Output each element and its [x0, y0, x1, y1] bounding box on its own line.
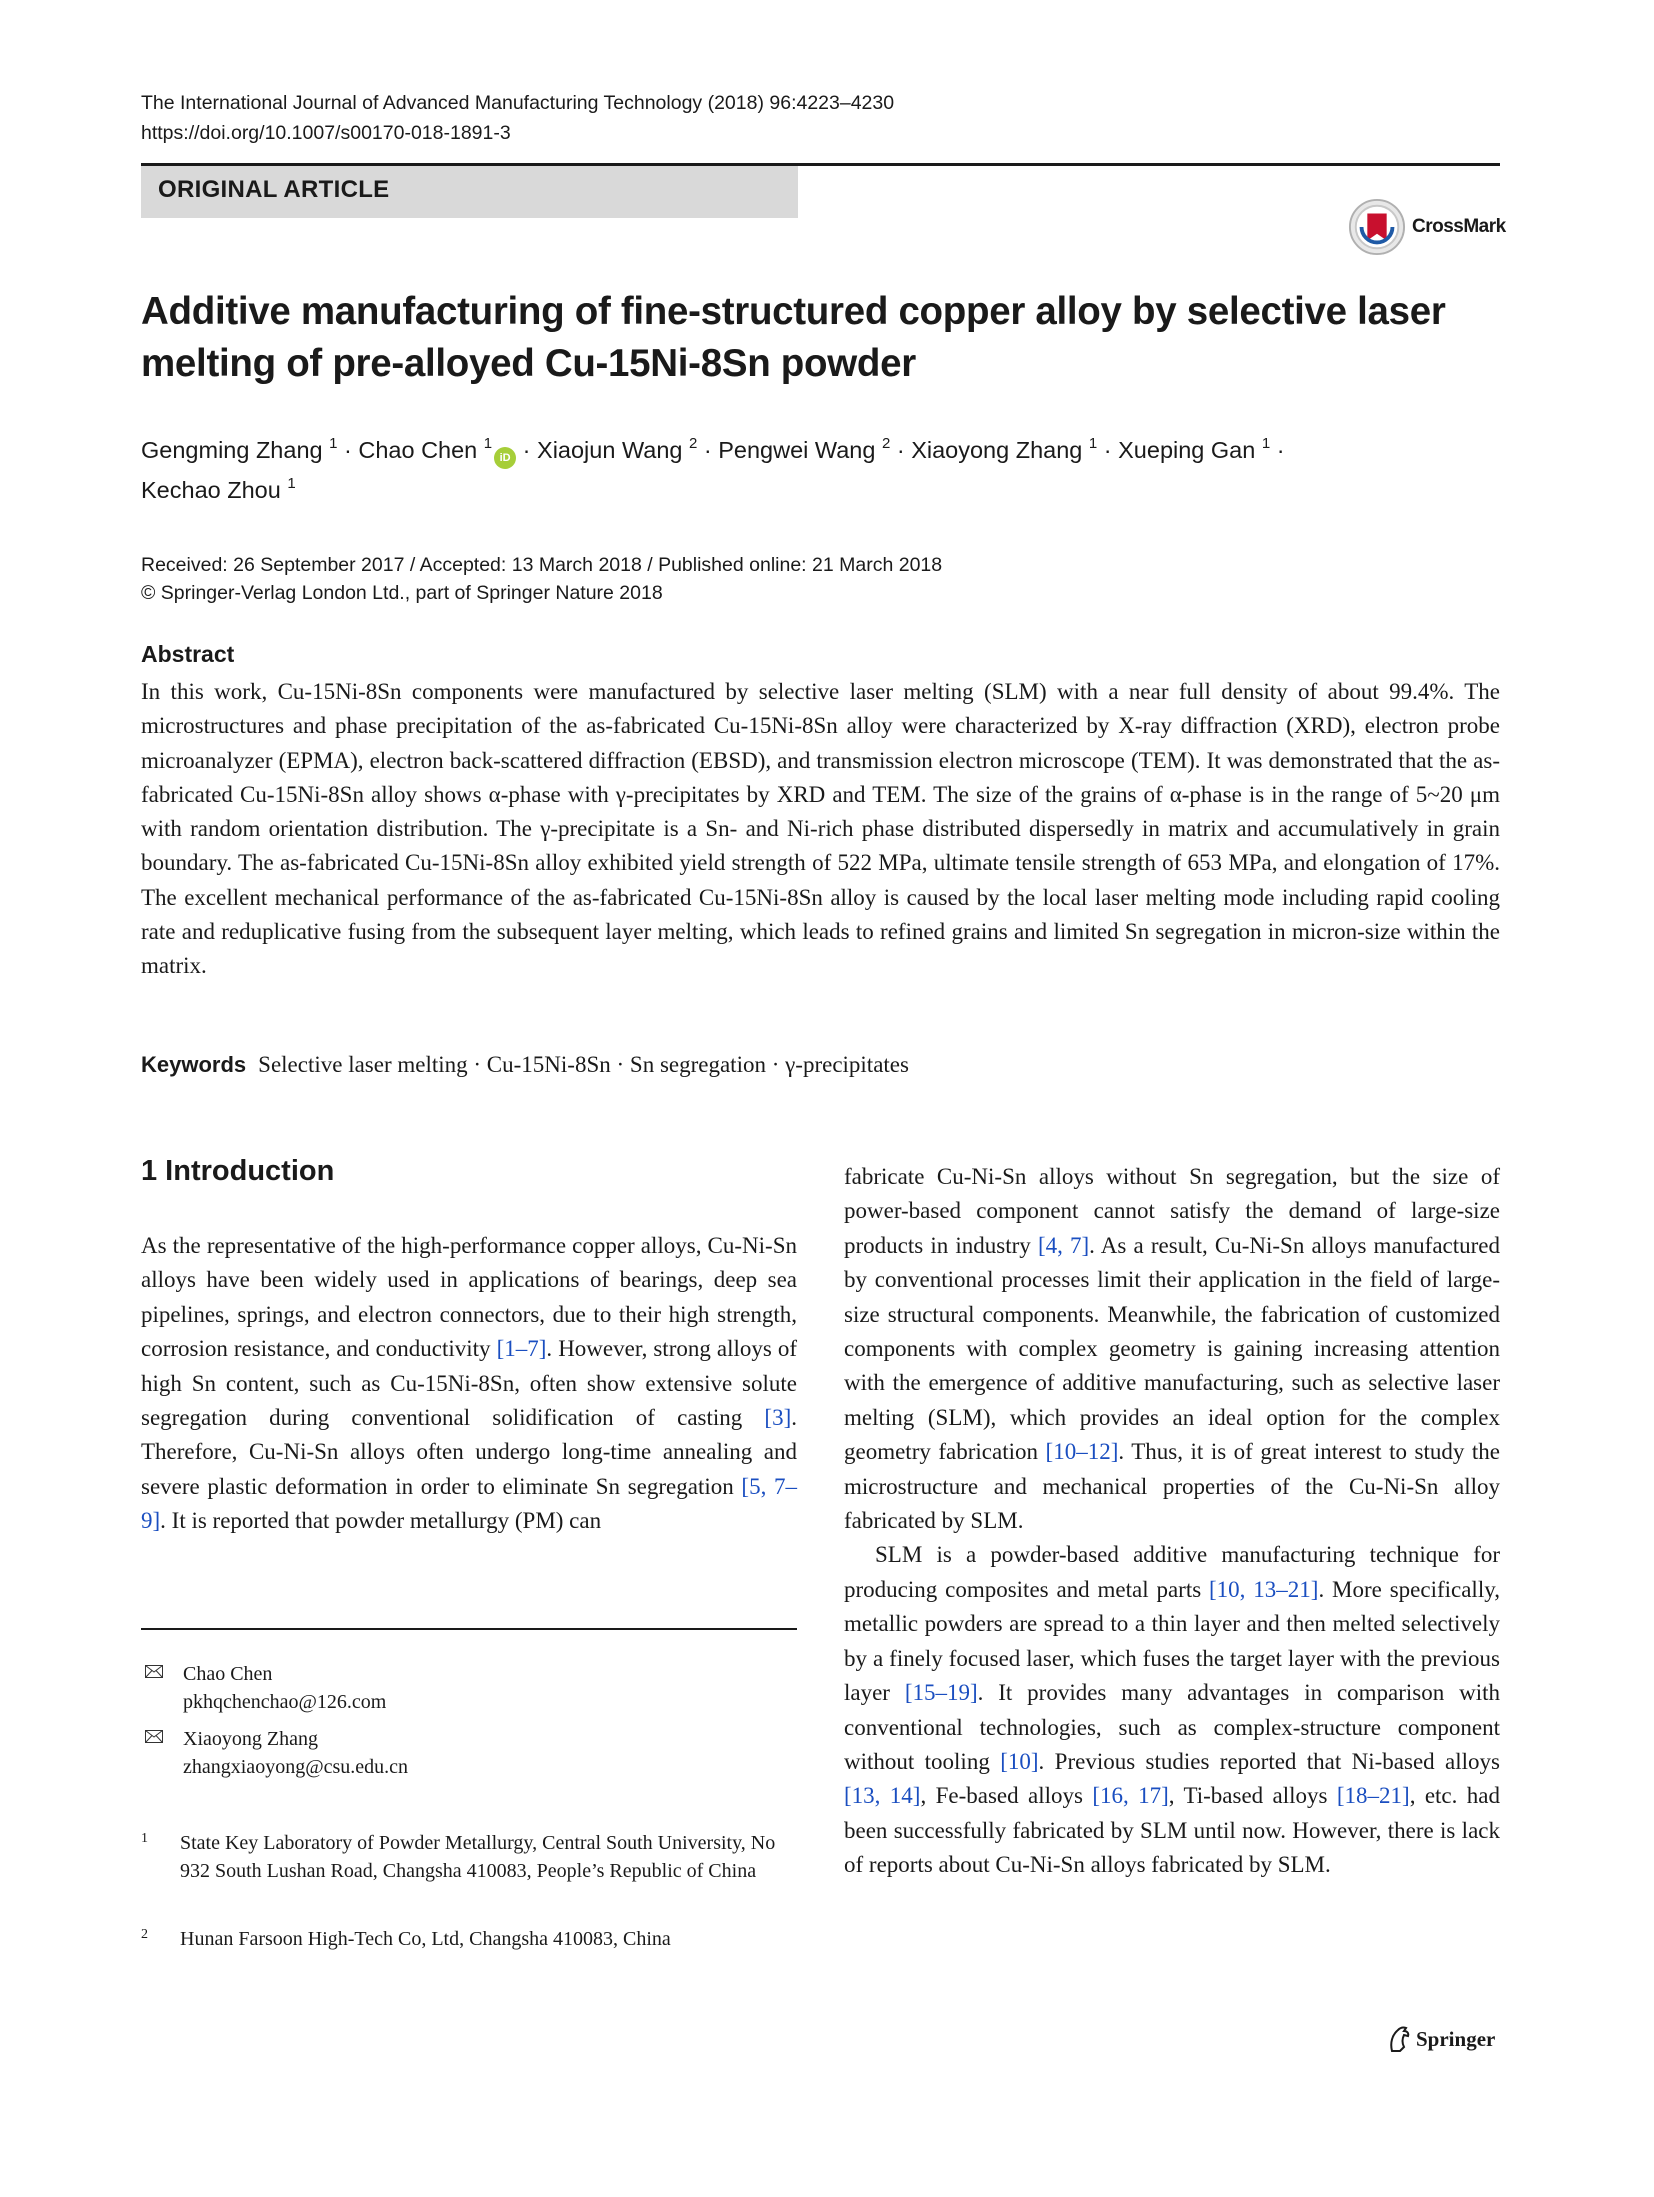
- paper-title: Additive manufacturing of fine-structured copper alloy by selective laser melting of pre-alloyed Cu-15Ni-8Sn powder: [141, 290, 1446, 385]
- citation-link[interactable]: [3]: [764, 1405, 792, 1431]
- citation-link[interactable]: [10]: [1000, 1748, 1039, 1774]
- citation-link[interactable]: [1–7]: [496, 1336, 547, 1362]
- affiliation-text: State Key Laboratory of Powder Metallurgy, Central South University, No 932 South Lushan Road, Changsha 410083, People’s Republic of China: [180, 1832, 776, 1882]
- citation-link[interactable]: [5, 7–9]: [141, 1473, 797, 1534]
- affiliation: [141, 1829, 797, 1885]
- citation-link[interactable]: [4, 7]: [1037, 1232, 1090, 1258]
- author[interactable]: Chao Chen $^1$: [358, 435, 493, 463]
- orcid-icon[interactable]: iD: [494, 447, 516, 469]
- author[interactable]: Xiaoyong Zhang $^1$: [911, 435, 1098, 463]
- doi-link[interactable]: https://doi.org/10.1007/s00170-018-1891-3: [141, 122, 511, 144]
- journal-header: [141, 88, 894, 148]
- springer-horse-icon: [1386, 2025, 1412, 2053]
- body-paragraph: SLM is a powder-based additive manufacturing technique for producing composites and metal parts [10, 13–21]. More specifically, metallic powders are spread to a thin layer and then melted selectively by a finely focused laser, which fuses the target layer with the previous layer [15–19]. It provides many advantages in comparison with conventional technologies, such as complex-structure component without tooling [10]. Previous studies reported that Ni-based alloys [13, 14], Fe-based alloys [16, 17], Ti-based alloys [18–21], etc. had been successfully fabricated by SLM until now. However, there is lack of reports about Cu-Ni-Sn alloys fabricated by SLM.: [844, 1542, 1500, 1878]
- copyright-line: © Springer-Verlag London Ltd., part of Springer Nature 2018: [141, 582, 663, 604]
- keywords-label: Keywords: [141, 1052, 247, 1077]
- crossmark-icon: [1348, 198, 1406, 256]
- publisher-logo: [1386, 2023, 1495, 2055]
- affiliation-number: 2: [141, 1927, 148, 1942]
- corresponding-author: [141, 1660, 386, 1716]
- envelope-icon: [145, 1730, 163, 1743]
- citation-link[interactable]: [10, 13–21]: [1209, 1576, 1319, 1602]
- section-heading: 1 Introduction: [141, 1155, 335, 1187]
- affiliation-text: Hunan Farsoon High-Tech Co, Ltd, Changsha 410083, China: [180, 1928, 671, 1950]
- journal-citation: The International Journal of Advanced Manufacturing Technology (2018) 96:4223–4230: [141, 92, 895, 114]
- publisher-name: Springer: [1416, 2026, 1496, 2051]
- author-list: Gengming Zhang $^1$ · Chao Chen $^1$iD · Xiaojun Wang $^2$ · Pengwei Wang $^2$ · Xiaoyong Zhang $^1$ · Xueping Gan $^1$ · Kechao Zhou $^1$: [141, 435, 1285, 503]
- body-paragraph: As the representative of the high-performance copper alloys, Cu-Ni-Sn alloys have been widely used in applications of bearings, deep sea pipelines, springs, and electron connectors, due to their high strength, corrosion resistance, and conductivity [1–7]. However, strong alloys of high Sn content, such as Cu-15Ni-8Sn, often show extensive solute segregation during conventional solidification of casting [3]. Therefore, Cu-Ni-Sn alloys often undergo long-time annealing and severe plastic deformation in order to eliminate Sn segregation [5, 7–9]. It is reported that powder metallurgy (PM) can: [141, 1233, 797, 1534]
- crossmark-label: CrossMark: [1412, 216, 1506, 237]
- publication-dates: [141, 551, 942, 607]
- corresponding-author: [141, 1725, 408, 1781]
- envelope-icon: [145, 1665, 163, 1678]
- footnote-rule: [141, 1628, 797, 1630]
- citation-link[interactable]: [13, 14]: [844, 1783, 921, 1809]
- author[interactable]: Kechao Zhou $^1$: [141, 475, 296, 503]
- keywords: [141, 1052, 909, 1078]
- body-column-left: [141, 1229, 797, 1539]
- affiliation-number: 1: [141, 1831, 148, 1846]
- crossmark-badge[interactable]: [1348, 197, 1508, 257]
- citation-link[interactable]: [10–12]: [1045, 1439, 1119, 1465]
- dates-line: Received: 26 September 2017 / Accepted: 13 March 2018 / Published online: 21 March 2018: [141, 554, 943, 576]
- keywords-list: Selective laser melting · Cu-15Ni-8Sn · Sn segregation · γ-precipitates: [258, 1052, 909, 1077]
- abstract-heading: Abstract: [141, 641, 235, 667]
- author[interactable]: Xiaojun Wang $^2$: [537, 435, 698, 463]
- abstract-text: In this work, Cu-15Ni-8Sn components were manufactured by selective laser melting (SLM) with a near full density of about 99.4%. The microstructures and phase precipitation of the as-fabricated Cu-15Ni-8Sn alloy were characterized by X-ray diffraction (XRD), electron probe microanalyzer (EPMA), electron back-scattered diffraction (EBSD), and transmission electron microscope (TEM). It was demonstrated that the as-fabricated Cu-15Ni-8Sn alloy shows α-phase with γ-precipitates by XRD and TEM. The size of the grains of α-phase is in the range of 5~20 μm with random orientation distribution. The γ-precipitate is a Sn- and Ni-rich phase distributed dispersedly in matrix and accumulatively in grain boundary. The as-fabricated Cu-15Ni-8Sn alloy exhibited yield strength of 522 MPa, ultimate tensile strength of 653 MPa, and elongation of 17%. The excellent mechanical performance of the as-fabricated Cu-15Ni-8Sn alloy is caused by the local laser melting mode including rapid cooling rate and reduplicative fusing from the subsequent layer melting, which leads to refined grains and limited Sn segregation in micron-size within the matrix.: [141, 679, 1500, 979]
- author[interactable]: Xueping Gan $^1$: [1118, 435, 1271, 463]
- citation-link[interactable]: [16, 17]: [1092, 1783, 1169, 1809]
- body-paragraph: fabricate Cu-Ni-Sn alloys without Sn segregation, but the size of power-based component cannot satisfy the demand of large-size products in industry [4, 7]. As a result, Cu-Ni-Sn alloys manufactured by conventional processes limit their application in the field of large-size structural components. Meanwhile, the fabrication of customized components with complex geometry is gaining increasing attention with the emergence of additive manufacturing, such as selective laser melting (SLM), which provides an ideal option for the complex geometry fabrication [10–12]. Thus, it is of great interest to study the microstructure and mechanical properties of the Cu-Ni-Sn alloy fabricated by SLM.: [844, 1164, 1500, 1534]
- citation-link[interactable]: [18–21]: [1336, 1783, 1410, 1809]
- contact-email[interactable]: pkhqchenchao@126.com: [183, 1691, 387, 1713]
- contact-name: Chao Chen: [183, 1663, 273, 1685]
- contact-name: Xiaoyong Zhang: [183, 1728, 318, 1750]
- affiliation: [141, 1925, 797, 1953]
- author[interactable]: Gengming Zhang $^1$: [141, 435, 338, 463]
- article-type-label: ORIGINAL ARTICLE: [158, 176, 390, 203]
- citation-link[interactable]: [15–19]: [904, 1680, 978, 1706]
- body-column-right: [844, 1160, 1500, 1883]
- author[interactable]: Pengwei Wang $^2$: [718, 435, 891, 463]
- contact-email[interactable]: zhangxiaoyong@csu.edu.cn: [183, 1756, 409, 1778]
